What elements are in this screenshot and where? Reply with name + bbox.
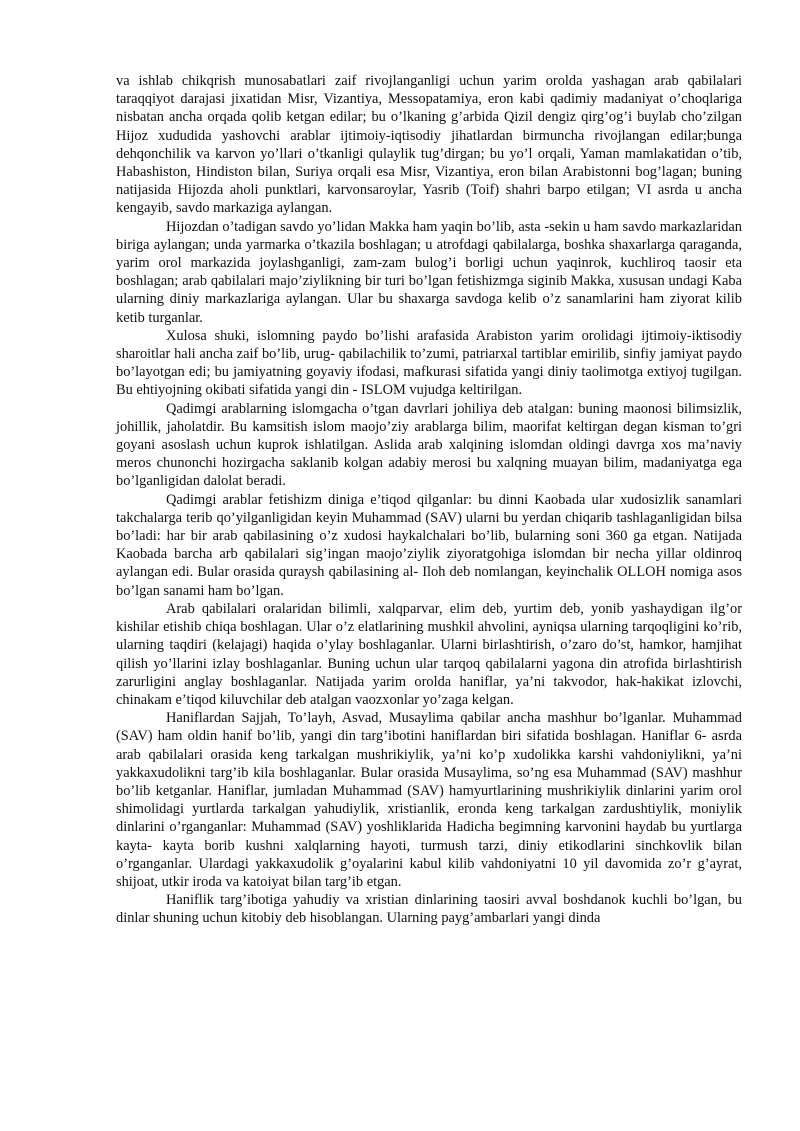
paragraph-2: Hijozdan o’tadigan savdo yo’lidan Makka ham yaqin bo’lib, asta -sekin u ham savdo markazlaridan biriga aylangan; unda yarmarka o’tkazila boshlagan; u atrofdagi qabilalarga, boshka shaxarlarga qaraganda, yarim orol markazida joylashganligi, zam-zam bulog’i borligi uchun yaqinrok, kuchliroq taosir eta boshlagan; arab qabilalari majo’ziylikning bir turi bo’lgan fetishizmga siginib Makka, xususan undagi Kaba ularning diniy markazlariga aylangan. Ular bu shaxarga savdoga kelib o’z sanamlarini ham ziyorat kilib ketib turganlar. — [116, 218, 742, 326]
paragraph-8: Haniflik targ’ibotiga yahudiy va xristian dinlarining taosiri avval boshdanok kuchli bo’lgan, bu dinlar shuning uchun kitobiy deb hisoblangan. Ularning payg’ambarlari yangi dinda — [116, 892, 742, 927]
paragraph-5: Qadimgi arablar fetishizm diniga e’tiqod qilganlar: bu dinni Kaobada ular xudosizlik sanamlari takchalarga terib qo’yilganligidan keyin Muhammad (SAV) ularni bu yerdan chiqarib tashlaganligidan bilsa bo’ladi: har bir arab qabilasining o’z xudosi haykalchalari bo’lib, bularning soni 360 ga etgan. Natijada Kaobada barcha arb qabilalari sig’ingan maojo’ziylik ziyoratgohiga islomdan bir necha yillar oldinroq aylangan edi. Bular orasida quraysh qabilasining al- Iloh deb nomlangan, keyinchalik OLLOH nomiga asos bo’lgan sanami ham bo’lgan. — [116, 491, 742, 599]
paragraph-1: va ishlab chikqrish munosabatlari zaif rivojlanganligi uchun yarim orolda yashagan arab qabilalari taraqqiyot darajasi jixatidan Misr, Vizantiya, Messopatamiya, eron kabi qadimiy madaniyat o’choqlariga nisbatan ancha orqada qolib ketgan edilar; bu o’lkaning g’arbida Qizil dengiz qirg’og’i buylab cho’zilgan Hijoz xududida yashovchi arablar ijtimoiy-iqtisodiy jihatlardan birmuncha rivojlangan edilar;bunga dehqonchilik va karvon yo’llari o’tkanligi qulaylik tug’dirgan; bu yo’l orqali, Yaman mamlakatidan o’tib, Habashiston, Hindiston bilan, Suriya orqali esa Misr, Vizantiya, eron bilan Arabistonni bog’lagan; buning natijasida Hijozda aholi punktlari, karvonsaroylar, Yasrib (Toif) shahri barpo etilgan; VI asrda u ancha kengayib, savdo markaziga aylangan. — [116, 73, 742, 217]
paragraph-7: Haniflardan Sajjah, To’layh, Asvad, Musaylima qabilar ancha mashhur bo’lganlar. Muhammad (SAV) ham oldin hanif bo’lib, yangi din targ’ibotini haniflardan biri sifatida boshlagan. Haniflar 6- asrda arab qabilalari orasida keng tarkalgan mushrikiylik, ya’ni ko’p xudolikka karshi vahdoniylikni, ya’ni yakkaxudolikni targ’ib kila boshlaganlar. Bular orasida Musaylima, so’ng esa Muhammad (SAV) mashhur bo’lib ketganlar. Haniflar, jumladan Muhammad (SAV) hamyurtlarining mushrikiylik dinlarini yarim orol shimolidagi yurtlarda tarkalgan yahudiylik, xristianlik, eronda keng tarkalgan zardushtiylik, moniylik dinlarini o’rganganlar: Muhammad (SAV) yoshliklarida Hadicha begimning karvonini haydab bu yurtlarga kayta- kayta borib kushni xalqlarning hayoti, turmush tarzi, diniy etikodlarini sinchkovlik bilan o’rganganlar. Ulardagi yakkaxudolik g’oyalarini kabul kilib vahdoniyatni 10 yil davomida zo’r g’ayrat, shijoat, utkir iroda va katoiyat bilan targ’ib etgan. — [116, 710, 742, 890]
paragraph-3: Xulosa shuki, islomning paydo bo’lishi arafasida Arabiston yarim orolidagi ijtimoiy-iktisodiy sharoitlar hali ancha zaif bo’lib, urug- qabilachilik to’zumi, patriarxal tartiblar emirilib, sinfiy jamiyat paydo bo’layotgan edi; bu jamiyatning goyaviy ifodasi, mafkurasi sifatida yangi diniy taolimotga extiyoj tugilgan. Bu ehtiyojning okibati sifatida yangi din - ISLOM vujudga keltirilgan. — [116, 327, 742, 399]
paragraph-6: Arab qabilalari oralaridan bilimli, xalqparvar, elim deb, yurtim deb, yonib yashaydigan ilg’or kishilar etishib chiqa boshlagan. Ular o’z elatlarining mushkil ahvolini, ayniqsa ularning tarqoqligini ko’rib, ularning taqdiri (kelajagi) haqida o’ylay boshlaganlar. Ularni birlashtirish, o’zaro do’st, hamkor, hamjihat qilish yo’llarini izlay boshlaganlar. Buning uchun ular tarqoq qabilalarni yagona din atrofida birlashtirish zarurligini anglay boshlaganlar. Natijada yarim orolda haniflar, ya’ni takvodor, hak-hakikat izlovchi, chinakam e’tiqod kiluvchilar deb atalgan vaozxonlar yo’zaga kelgan. — [116, 600, 742, 708]
paragraph-4: Qadimgi arablarning islomgacha o’tgan davrlari johiliya deb atalgan: buning maonosi bilimsizlik, johillik, jaholatdir. Bu kamsitish islom maojo’ziy arablarga bilim, maorifat keltirgan degan kisman to’gri goyani asoslash uchun kuprok ishlatilgan. Aslida arab xalqining islomdan oldingi davrga xos ma’naviy meros chunonchi hozirgacha saklanib kolgan adabiy merosi bu xalqning muayan bilim, madaniyatga ega bo’lganligidan dalolat beradi. — [116, 400, 742, 490]
document-page — [116, 72, 742, 928]
